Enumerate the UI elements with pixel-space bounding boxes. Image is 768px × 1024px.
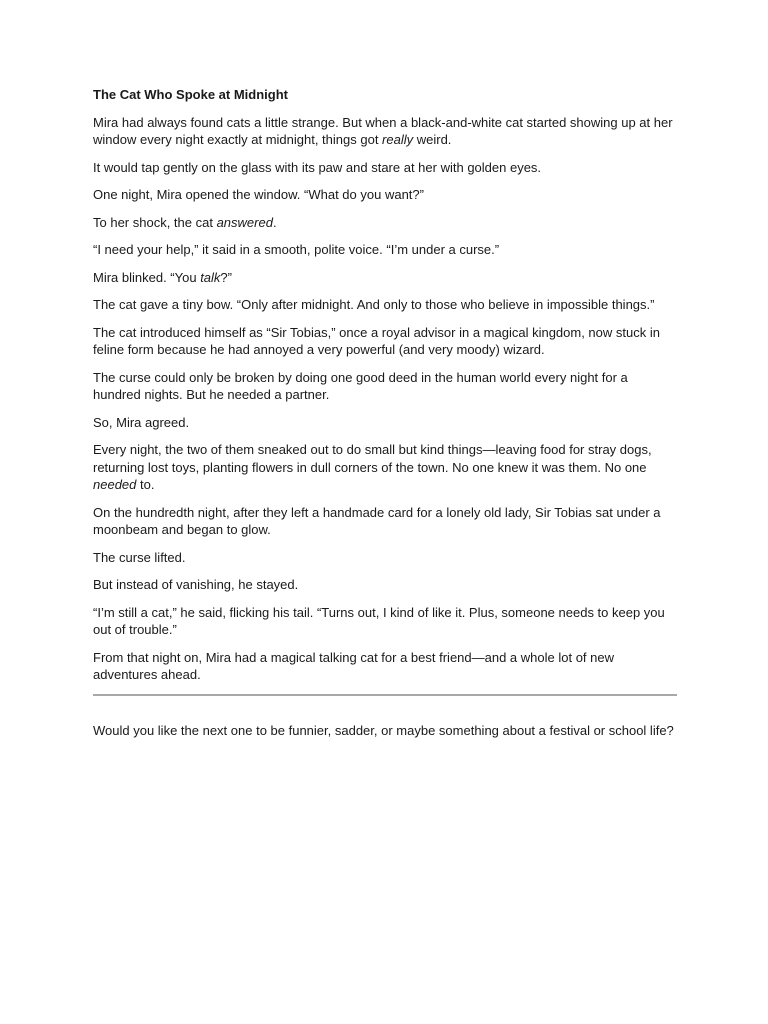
paragraph-2: It would tap gently on the glass with its paw and stare at her with golden eyes. — [93, 159, 542, 175]
paragraph-11: Every night, the two of them sneaked out to do small but kind things—leaving food for stray dogs, returning lost toys, planting flowers in dull corners of the town. No one knew it was them. No one needed to. — [93, 442, 652, 492]
paragraph-3: One night, Mira opened the window. “What do you want?” — [93, 187, 424, 202]
paragraph-4: To her shock, the cat answered. — [93, 214, 277, 230]
paragraph-5: “I need your help,” it said in a smooth, polite voice. “I’m under a curse.” — [93, 242, 500, 257]
emphasis-really: really — [382, 132, 414, 147]
paragraph-16: From that night on, Mira had a magical talking cat for a best friend—and a whole lot of new adventures ahead. — [93, 649, 614, 682]
paragraph-8: The cat introduced himself as “Sir Tobias,” once a royal advisor in a magical kingdom, now stuck in feline form because he had annoyed a very powerful (and very moody) wizard. — [93, 324, 660, 357]
paragraph-6: Mira blinked. “You talk?” — [93, 269, 232, 285]
horizontal-divider — [93, 694, 677, 696]
paragraph-7: The cat gave a tiny bow. “Only after midnight. And only to those who believe in impossible things.” — [93, 297, 655, 312]
emphasis-answered: answered — [216, 214, 273, 230]
emphasis-talk: talk — [200, 269, 221, 285]
document-page — [93, 86, 677, 749]
story-title: The Cat Who Spoke at Midnight — [93, 87, 288, 102]
followup-question: Would you like the next one to be funnier, sadder, or maybe something about a festival or school life? — [93, 722, 674, 738]
paragraph-12: On the hundredth night, after they left a handmade card for a lonely old lady, Sir Tobias sat under a moonbeam and began to glow. — [93, 504, 661, 537]
paragraph-13: The curse lifted. — [93, 549, 186, 565]
paragraph-9: The curse could only be broken by doing one good deed in the human world every night for a hundred nights. But he needed a partner. — [93, 369, 628, 402]
emphasis-needed: needed — [93, 477, 137, 492]
paragraph-15: “I’m still a cat,” he said, flicking his tail. “Turns out, I kind of like it. Plus, someone needs to keep you out of trouble.” — [93, 604, 665, 637]
paragraph-10: So, Mira agreed. — [93, 414, 190, 430]
paragraph-14: But instead of vanishing, he stayed. — [93, 577, 299, 592]
paragraph-1: Mira had always found cats a little strange. But when a black-and-white cat started showing up at her window every night exactly at midnight, things got really weird. — [93, 114, 673, 147]
